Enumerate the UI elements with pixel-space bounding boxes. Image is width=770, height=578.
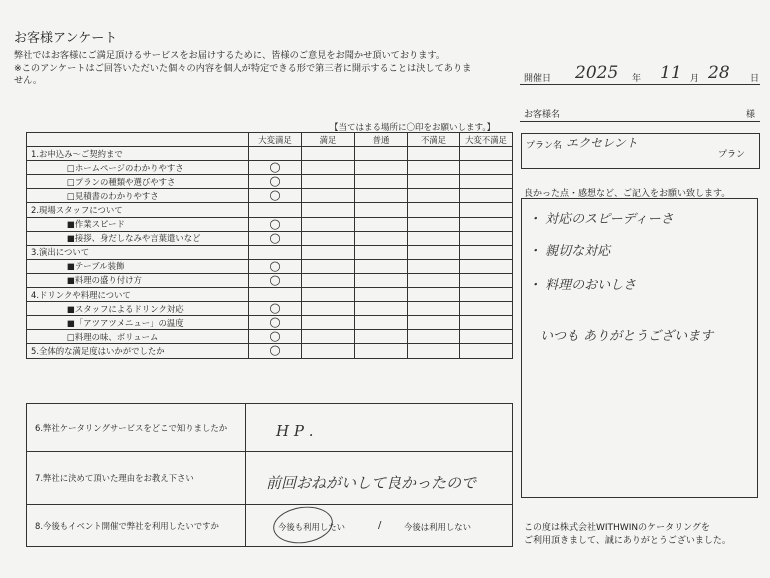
rating-question: ■作業スピード	[27, 217, 249, 231]
column-header: 普通	[355, 133, 408, 147]
rating-cell[interactable]	[460, 344, 513, 358]
rating-cell[interactable]	[302, 189, 355, 203]
rating-cell[interactable]	[460, 288, 513, 302]
rating-cell[interactable]	[408, 330, 460, 344]
rating-question: 2.現場スタッフについて	[27, 203, 249, 217]
rating-cell[interactable]	[249, 330, 302, 344]
date-month[interactable]: 11	[660, 63, 682, 83]
rating-cell[interactable]	[249, 147, 302, 161]
rating-cell[interactable]	[355, 189, 408, 203]
rating-cell[interactable]	[302, 203, 355, 217]
rating-cell[interactable]	[302, 273, 355, 287]
header-blank	[27, 133, 249, 147]
column-header: 満足	[302, 133, 355, 147]
rating-cell[interactable]	[460, 175, 513, 189]
circle-mark: ○	[269, 160, 281, 175]
rating-cell[interactable]	[460, 217, 513, 231]
rating-cell[interactable]	[408, 189, 460, 203]
rating-cell[interactable]	[302, 302, 355, 316]
circle-mark: ○	[269, 329, 281, 344]
customer-label: お客様名	[524, 110, 561, 120]
rating-cell[interactable]	[460, 302, 513, 316]
rating-cell[interactable]	[249, 245, 302, 259]
rating-question: ■「アツアツメニュー」の温度	[27, 316, 249, 330]
rating-cell[interactable]	[460, 316, 513, 330]
rating-cell[interactable]	[460, 161, 513, 175]
rating-cell[interactable]	[355, 302, 408, 316]
rating-question: □ホームページのわかりやすさ	[27, 161, 249, 175]
rating-cell[interactable]	[249, 231, 302, 245]
rating-question: 1.お申込み～ご契約まで	[27, 147, 249, 161]
rating-cell[interactable]	[408, 259, 460, 273]
date-label: 開催日	[524, 74, 552, 84]
rating-cell[interactable]	[302, 330, 355, 344]
rating-row	[27, 217, 513, 231]
answer-8-cell[interactable]	[246, 505, 513, 547]
question-7: 7.弊社に決めて頂いた理由をお教え下さい	[27, 452, 246, 505]
rating-question: ■料理の盛り付け方	[27, 273, 249, 287]
rating-cell[interactable]	[408, 147, 460, 161]
circle-mark: ○	[269, 301, 281, 316]
rating-table	[26, 132, 513, 359]
rating-cell[interactable]	[302, 231, 355, 245]
rating-cell[interactable]	[460, 189, 513, 203]
rating-cell[interactable]	[355, 273, 408, 287]
rating-row	[27, 302, 513, 316]
rating-cell[interactable]	[355, 231, 408, 245]
answer-6-cell[interactable]	[246, 404, 513, 452]
intro-text	[14, 50, 504, 88]
rating-row	[27, 344, 513, 358]
thanks-line: この度は株式会社WITHWINのケータリングを	[524, 523, 710, 533]
circle-mark: ○	[269, 315, 281, 330]
option-not-use[interactable]: 今後は利用しない	[404, 522, 471, 532]
answer-7-cell[interactable]	[246, 452, 513, 505]
rating-row	[27, 273, 513, 287]
option-use-again[interactable]: 今後も利用したい	[278, 522, 345, 532]
rating-cell[interactable]	[460, 203, 513, 217]
rating-cell[interactable]	[302, 259, 355, 273]
rating-cell[interactable]	[460, 259, 513, 273]
rating-cell[interactable]	[249, 344, 302, 358]
comment-line: いつも ありがとうございます	[540, 329, 714, 344]
circle-mark: ○	[269, 174, 281, 189]
rating-cell[interactable]	[460, 245, 513, 259]
column-header: 大変不満足	[460, 133, 513, 147]
question-6: 6.弊社ケータリングサービスをどこで知りましたか	[27, 404, 246, 452]
rating-cell[interactable]	[355, 330, 408, 344]
rating-cell[interactable]	[408, 161, 460, 175]
page-title: お客様アンケート	[14, 31, 118, 46]
rating-cell[interactable]	[249, 273, 302, 287]
rating-question: □プランの種類や選びやすさ	[27, 175, 249, 189]
rating-question: 3.演出について	[27, 245, 249, 259]
rating-row	[27, 231, 513, 245]
answer-6[interactable]: H P .	[276, 422, 314, 440]
plan-label: プラン名	[526, 141, 563, 151]
rating-cell[interactable]	[408, 175, 460, 189]
rating-cell[interactable]	[249, 189, 302, 203]
rating-cell[interactable]	[302, 147, 355, 161]
rating-row	[27, 245, 513, 259]
rating-cell[interactable]	[408, 231, 460, 245]
rating-question: 4.ドリンクや料理について	[27, 288, 249, 302]
rating-row	[27, 175, 513, 189]
intro-line: ※このアンケートはご回答いただいた個々の内容を個人が特定できる形で第三者に開示することは決してありま	[14, 62, 472, 74]
rating-cell[interactable]	[302, 316, 355, 330]
rating-cell[interactable]	[408, 203, 460, 217]
comment-line: ・ 親切な対応	[528, 244, 611, 259]
intro-line: 弊社ではお客様にご満足頂けるサービスをお届けするために、皆様のご意見をお聞かせ頂いております。	[14, 50, 446, 61]
rating-cell[interactable]	[355, 288, 408, 302]
rating-cell[interactable]	[355, 217, 408, 231]
thanks-line: ご利用頂きまして、誠にありがとうございました。	[524, 536, 731, 546]
intro-line: せん。	[14, 75, 43, 86]
rating-row	[27, 316, 513, 330]
questions-table	[26, 403, 513, 547]
rating-cell[interactable]	[408, 302, 460, 316]
rating-row	[27, 147, 513, 161]
circle-mark: ○	[269, 217, 281, 232]
thanks-message	[524, 522, 731, 548]
rating-cell[interactable]	[408, 217, 460, 231]
rating-cell[interactable]	[302, 217, 355, 231]
option-separator: /	[378, 520, 382, 531]
date-underline	[520, 84, 760, 85]
month-unit: 月	[690, 74, 700, 84]
rating-cell[interactable]	[302, 245, 355, 259]
year-unit: 年	[632, 74, 642, 84]
column-header: 大変満足	[249, 133, 302, 147]
rating-row	[27, 203, 513, 217]
rating-question: ■スタッフによるドリンク対応	[27, 302, 249, 316]
rating-row	[27, 259, 513, 273]
rating-cell[interactable]	[302, 288, 355, 302]
date-year[interactable]: 2025	[575, 63, 619, 83]
day-unit: 日	[750, 74, 760, 84]
question-8: 8.今後もイベント開催で弊社を利用したいですか	[27, 505, 246, 547]
rating-cell[interactable]	[408, 245, 460, 259]
rating-cell[interactable]	[249, 259, 302, 273]
rating-cell[interactable]	[408, 273, 460, 287]
rating-cell[interactable]	[460, 147, 513, 161]
rating-cell[interactable]	[355, 316, 408, 330]
rating-cell[interactable]	[302, 175, 355, 189]
rating-cell[interactable]	[249, 302, 302, 316]
customer-suffix: 様	[746, 110, 756, 120]
rating-row	[27, 161, 513, 175]
rating-cell[interactable]	[408, 344, 460, 358]
rating-cell[interactable]	[460, 231, 513, 245]
rating-cell[interactable]	[408, 316, 460, 330]
circle-mark: ○	[269, 259, 281, 274]
rating-cell[interactable]	[355, 344, 408, 358]
rating-cell[interactable]	[302, 344, 355, 358]
plan-suffix: プラン	[718, 150, 746, 160]
date-day[interactable]: 28	[708, 63, 730, 83]
rating-cell[interactable]	[355, 259, 408, 273]
rating-cell[interactable]	[460, 273, 513, 287]
circle-mark: ○	[269, 273, 281, 288]
rating-question: 5.全体的な満足度はいかがでしたか	[27, 344, 249, 358]
rating-cell[interactable]	[355, 175, 408, 189]
rating-question: ■テーブル装飾	[27, 259, 249, 273]
rating-cell[interactable]	[249, 161, 302, 175]
rating-cell[interactable]	[249, 288, 302, 302]
rating-cell[interactable]	[355, 245, 408, 259]
rating-cell[interactable]	[249, 203, 302, 217]
rating-cell[interactable]	[408, 288, 460, 302]
rating-cell[interactable]	[355, 203, 408, 217]
answer-7[interactable]: 前回おねがいして良かったので	[266, 474, 477, 492]
rating-question: □見積書のわかりやすさ	[27, 189, 249, 203]
rating-cell[interactable]	[355, 161, 408, 175]
rating-question: ■接拶、身だしなみや言葉遣いなど	[27, 231, 249, 245]
rating-cell[interactable]	[249, 316, 302, 330]
rating-question: □料理の味、ボリューム	[27, 330, 249, 344]
comment-line: ・ 料理のおいしさ	[528, 278, 637, 293]
rating-hint: 【当てはまる場所に〇印をお願いします。】	[330, 123, 496, 133]
rating-cell[interactable]	[302, 161, 355, 175]
column-header: 不満足	[408, 133, 460, 147]
rating-cell[interactable]	[249, 217, 302, 231]
customer-underline	[520, 121, 760, 122]
comments-label: 良かった点・感想など、ご記入をお願い致します。	[524, 189, 731, 199]
comment-line: ・ 対応のスピーディーさ	[528, 212, 674, 227]
rating-cell[interactable]	[249, 175, 302, 189]
rating-cell[interactable]	[355, 147, 408, 161]
rating-row	[27, 330, 513, 344]
circle-mark: ○	[269, 343, 281, 358]
circle-mark: ○	[269, 231, 281, 246]
plan-value[interactable]: エクセレント	[566, 136, 638, 150]
circle-mark: ○	[269, 188, 281, 203]
rating-row	[27, 189, 513, 203]
rating-row	[27, 288, 513, 302]
rating-cell[interactable]	[460, 330, 513, 344]
